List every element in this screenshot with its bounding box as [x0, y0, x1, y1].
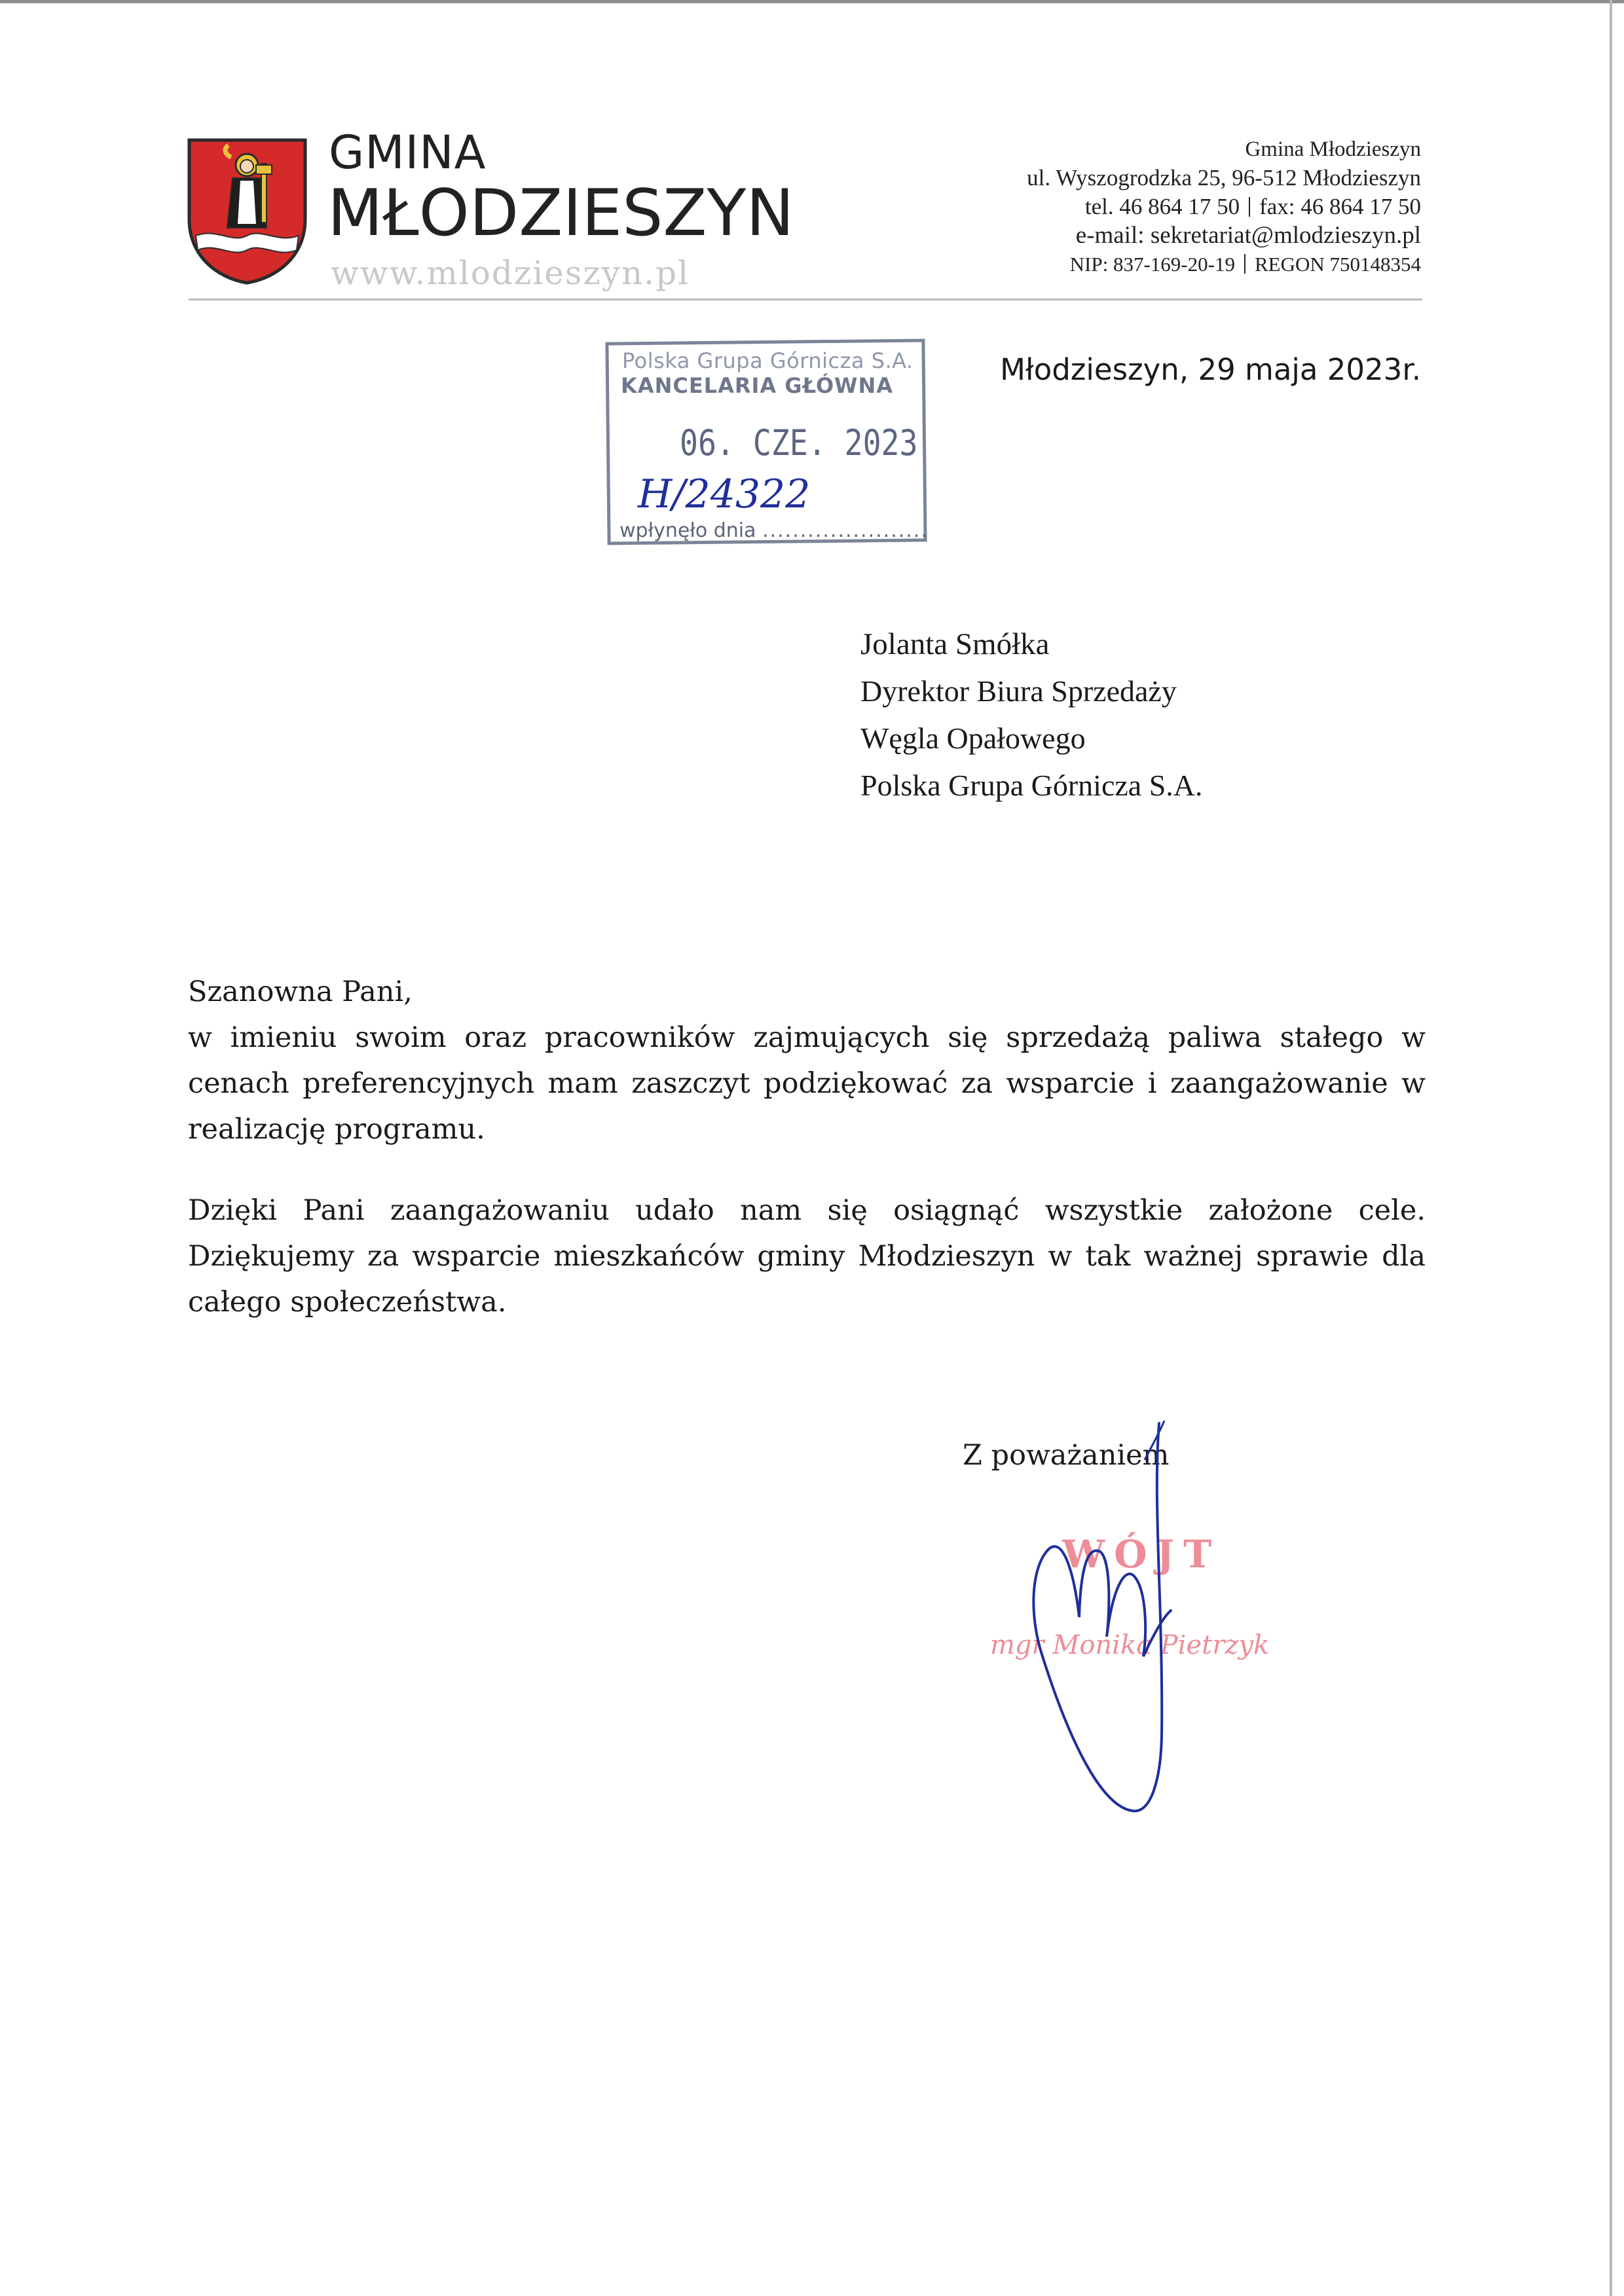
- contact-block: [1027, 135, 1421, 279]
- separator: [1249, 197, 1250, 217]
- contact-address: ul. Wyszogrodzka 25, 96-512 Młodzieszyn: [1027, 165, 1421, 191]
- contact-office: Gmina Młodzieszyn: [1245, 137, 1421, 161]
- contact-tel: tel. 46 864 17 50: [1084, 194, 1240, 219]
- addressee-name: Jolanta Smółka: [860, 627, 1050, 661]
- municipality-label: GMINA: [329, 126, 487, 179]
- contact-phone-line: [1027, 192, 1421, 221]
- salutation: Szanowna Pani,: [188, 975, 413, 1008]
- stamp-received-line: [619, 519, 929, 542]
- place-and-date: Młodzieszyn, 29 maja 2023r.: [1000, 352, 1421, 387]
- addressee-company: Polska Grupa Górnicza S.A.: [860, 769, 1203, 802]
- signatory-name-stamp: mgr Monika Pietrzyk: [990, 1630, 1270, 1660]
- contact-regon: REGON 750148354: [1254, 253, 1421, 276]
- addressee-block: [860, 621, 1203, 809]
- closing-phrase: Z poważaniem: [963, 1439, 1170, 1472]
- coat-of-arms-icon: [187, 137, 308, 285]
- registry-stamp: [606, 340, 927, 547]
- paragraph-goals: Dzięki Pani zaangażowaniu udało nam się osiągnąć wszystkie założone cele. Dziękujemy za wsparcie mieszkańców gminy Młodzieszyn w tak ważnej sprawie dla całego społeczeństwa.: [188, 1194, 1426, 1319]
- stamp-reference-number: H/24322: [638, 471, 811, 517]
- contact-email: e-mail: sekretariat@mlodzieszyn.pl: [1075, 222, 1421, 249]
- mayor-title-stamp: WÓJT: [1062, 1532, 1221, 1576]
- contact-nip: NIP: 837-169-20-19: [1069, 253, 1235, 276]
- contact-fax: fax: 46 864 17 50: [1259, 194, 1421, 219]
- stamp-received-label: wpłynęło dnia: [619, 519, 756, 542]
- scan-edge-right: [1610, 0, 1612, 2296]
- stamp-date: 06. CZE. 2023: [680, 422, 918, 464]
- addressee-title-line1: Dyrektor Biura Sprzedaży: [860, 674, 1177, 708]
- stamp-office: KANCELARIA GŁÓWNA: [621, 373, 894, 398]
- stamp-organization: Polska Grupa Górnicza S.A.: [622, 348, 913, 373]
- stamp-received-dots: ......................: [762, 519, 929, 542]
- website-watermark: www.mlodzieszyn.pl: [331, 254, 690, 292]
- paragraph-thanks: w imieniu swoim oraz pracowników zajmujących się sprzedażą paliwa stałego w cenach preferencyjnych mam zaszczyt podziękować za wsparcie i zaangażowanie w realizację programu.: [188, 1021, 1426, 1146]
- header-divider: [189, 299, 1422, 301]
- handwritten-signature: [1028, 1421, 1238, 1820]
- separator: [1244, 254, 1246, 274]
- contact-registry-line: [1027, 250, 1421, 279]
- scan-edge-top: [0, 0, 1624, 3]
- municipality-name: MŁODZIESZYN: [327, 176, 794, 251]
- addressee-title-line2: Węgla Opałowego: [860, 721, 1086, 755]
- letter-body: [188, 969, 1426, 1325]
